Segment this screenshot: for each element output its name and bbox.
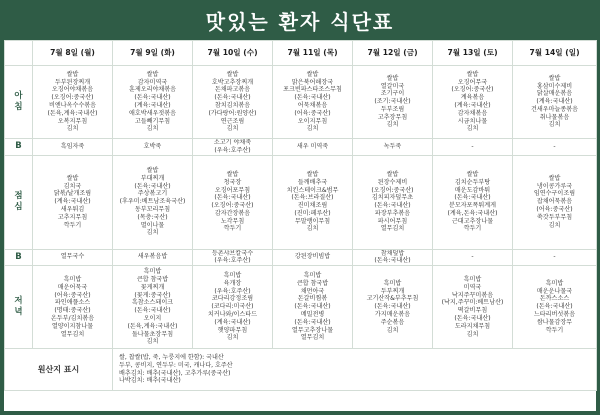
menu-item: 쌀밥 [146,70,159,78]
menu-item: 김치피자덮무초 [371,194,414,202]
menu-item: 냉이콩가루국 [536,182,573,190]
menu-cell [273,249,353,266]
menu-cell [193,139,273,156]
menu-item: 감자미역국 [137,78,168,86]
menu-item: 흑미밥 [63,276,82,283]
meal-label-char: B [15,141,22,152]
menu-cell [33,139,113,156]
menu-item: 치킨스테이크&범무 [286,186,339,194]
menu-item: (어육:중국산) [54,291,91,299]
menu-item: 흑미밥 [223,272,242,280]
menu-item: 쌀밥 [146,167,159,174]
menu-cell [353,155,433,249]
menu-cell [433,66,513,139]
menu-item: 김치 [226,125,239,133]
menu-item: 매운어묵국 [57,283,88,291]
menu-item: 열무고추장나물 [291,326,334,334]
menu-item: 된장수제비 [377,178,408,186]
menu-item: 흑참소스돼이크 [131,299,174,307]
menu-item: 쌀밥 [306,170,319,178]
menu-item: 가지매운볶음 [374,311,411,319]
menu-item: (돈육,계육:국내산) [47,109,98,117]
menu-item: 쌀밥 [548,174,561,182]
menu-item: 김치 [306,225,319,233]
menu-cell [33,266,113,349]
menu-item: 쌀밥 [66,70,79,78]
menu-item: 참치김치볶음 [214,102,251,109]
day-header: 7월 9일 (화) [113,41,193,66]
menu-item: 새우튀김 [60,205,85,213]
menu-sheet [4,40,596,411]
menu-item: 시금치나물 [457,117,488,125]
menu-item: 홍삼미수제비 [536,82,573,90]
menu-item: (우육:호주산) [214,257,251,265]
menu-item: 노각무침 [220,217,245,225]
menu-item: 떡갈비무침 [457,307,488,315]
menu-item: 쌈나물감장무 [536,318,573,326]
menu-item: (돈육:국내산) [134,182,171,190]
origin-row [5,349,597,391]
menu-item: 열무김치 [380,225,405,233]
meal-label-char: 녁 [14,307,23,318]
menu-item: (우육:호주산) [214,287,251,295]
menu-item: (오징어:중국산) [211,202,254,210]
menu-item: (우육:호주산) [214,146,251,154]
menu-item: 두부찌개 [380,287,405,295]
origin-label: 원산지 표시 [5,349,113,391]
meal-label-char: 심 [14,202,23,213]
menu-item: (돈육:국내산) [214,194,251,202]
menu-item: 큰합 참국밥 [136,276,169,283]
menu-item: 오이지무침 [297,117,328,125]
menu-item: 두부조림 [380,105,405,113]
menu-item: 새우 미역죽 [296,142,329,150]
menu-item: (가다랑어:원양산) [208,109,257,117]
menu-item: 육개장 [223,279,242,287]
menu-item: 새우볶음밥 [137,253,168,261]
menu-item: 분모자포폭튀계게 [448,202,497,210]
menu-item: 돈채파고볶음 [214,86,251,94]
menu-item: (돈육:국내산) [454,314,491,322]
menu-cell [433,249,513,266]
menu-item: (돈육:국내산) [134,94,171,102]
menu-cell [513,266,597,349]
menu-item: (돈육:국내산) [536,303,573,311]
menu-item: 건새우마늘종볶음 [530,105,579,113]
menu-item: 흑임자죽 [60,142,85,150]
menu-item: 멸이나물 [140,221,165,229]
menu-item: 김치국 [63,182,82,190]
menu-item: 김치 [548,121,561,129]
menu-item: 파인애플소스 [54,299,91,307]
menu-item: (돈육:국내산) [214,94,251,102]
menu-cell [513,249,597,266]
menu-item: 흑미밥 [383,279,402,287]
menu-item: (계육:국내산) [134,102,171,109]
menu-item: 쌀밥 [226,170,239,178]
menu-item: (돈육:브라질산) [291,194,334,202]
meal-label [5,266,33,349]
menu-item: 쌀밥 [386,170,399,178]
menu-item: 큰합 참국밥 [296,279,329,287]
menu-item: 깍두기 [223,225,242,233]
menu-item: 온두부/김치볶음 [50,314,95,322]
menu-item: 근대고추장나물 [451,217,494,225]
menu-item: 감자채볶음 [457,109,488,117]
menu-item: (돈육:국내산) [134,307,171,315]
menu-item: 연근조림 [220,117,245,125]
day-header-row [5,41,597,66]
day-header: 7월 12일 (금) [353,41,433,66]
menu-cell [353,139,433,156]
menu-item: 녹두죽 [383,142,402,150]
menu-item: 조기구이 [380,90,405,98]
menu-item: 열무국수 [60,253,85,261]
menu-item: 김치 [466,330,479,338]
menu-item: (명태:중국산) [54,307,91,315]
menu-item: 맑은북어해장국 [291,78,334,86]
menu-item: 코다리강정조림 [211,295,254,303]
menu-item: 잡채어묵볶음 [536,198,573,206]
meal-label-char: B [15,251,22,262]
menu-item: 쌀밥 [466,70,479,78]
menu-item: 주상볶고기 [137,190,168,198]
menu-item: (돈육:국내산) [294,303,331,311]
menu-item: (후우미:베트남조육국산) [119,198,186,206]
meal-label [5,139,33,156]
menu-item: 파시어무침 [377,217,408,225]
menu-item: 김치 [146,229,159,237]
menu-item: (돈육:국내산) [374,202,411,210]
menu-item: (돈육:국내산) [454,194,491,202]
menu-item: 비엔나옥수수볶음 [48,102,97,109]
origin-line: 두부, 콩비지, 연두부: 미국, 캐나다, 호주산 [119,361,233,369]
menu-item: 훈제오리야채볶음 [128,86,177,94]
menu-item: (오징어:중국산) [451,86,494,94]
menu-item: 오징어포무침 [214,186,251,194]
menu-item: 임연수구이조림 [533,190,576,198]
menu-item: 열무김치 [60,330,85,338]
menu-item: 메밀전병 [300,311,325,319]
meal-label-char: 저 [14,296,23,307]
menu-item: (목충:국산) [137,213,168,221]
menu-item: 오징어무국 [457,78,488,86]
menu-item: 김치 [66,125,79,133]
menu-item: 쌀밥 [548,74,561,82]
menu-cell [33,155,113,249]
menu-cell [33,66,113,139]
menu-item: 포크빈파스타조스무침 [283,86,342,94]
menu-item: (돈육:국내산) [374,257,411,265]
menu-item: 고들빼기무침 [134,117,171,125]
menu-item: - [553,142,556,150]
menu-item: (돈육:국내산) [294,318,331,326]
menu-item: (계육:국내산) [214,318,251,326]
menu-cell [33,249,113,266]
day-header: 7월 11일 (목) [273,41,353,66]
menu-cell [193,66,273,139]
menu-cell [113,155,193,249]
menu-item: (계육:국내산) [54,198,91,206]
meal-label [5,155,33,249]
menu-cell [433,266,513,349]
menu-item: 오이지 [143,314,162,322]
meal-label-char: 아 [14,91,23,101]
menu-item: 주순볶음 [380,318,405,326]
menu-cell [353,266,433,349]
menu-item: 소고기 야채죽 [213,139,252,146]
menu-item: 매운운나물국 [536,287,573,295]
menu-item: (조기:국내산) [374,98,411,106]
meal-label [5,249,33,266]
menu-item: (낙지,주꾸미:베트남산) [441,299,504,307]
menu-cell [353,249,433,266]
menu-item: 김치 [386,121,399,129]
menu-item: 흑미밥 [545,279,564,287]
meal-label-char: 점 [14,191,23,202]
menu-item: 돈갈비찜볶 [297,295,328,303]
origin-line: 나박김치: 배추(국내산) [119,377,181,385]
menu-item: 돌나물초장무침 [131,330,174,338]
menu-cell [113,266,193,349]
menu-item: 참채덮밥 [380,249,405,257]
menu-item: 흑미밥 [303,272,322,280]
menu-item: (오징어:중국산) [51,94,94,102]
menu-item: (진미:페루산) [294,209,331,217]
menu-item: 치커나와/이스타드 [207,311,258,319]
menu-cell [113,139,193,156]
menu-cell [353,66,433,139]
menu-item: 흑미밥 [143,268,162,276]
menu-item: (돈육,계육:국내산) [127,322,178,330]
menu-item: 쌀밥 [466,170,479,178]
menu-item: (어육:중국산) [294,109,331,117]
menu-item: 파장부추볶음 [374,209,411,217]
meal-row [5,66,597,139]
meal-row [5,155,597,249]
menu-item: 강된장비빔밥 [294,253,331,261]
menu-item: 김치 [146,125,159,133]
meal-row [5,266,597,349]
menu-item: 쑥갓두부무침 [536,213,573,221]
menu-item: 김치 [548,221,561,229]
menu-item: 쌀밥 [386,74,399,82]
menu-item: 돈까스소스 [539,295,570,303]
menu-cell [113,249,193,266]
menu-item: - [471,142,474,150]
menu-cell [273,139,353,156]
menu-item: 김치 [386,326,399,334]
day-header: 7월 10일 (수) [193,41,273,66]
menu-item: 진미채조림 [297,202,328,210]
menu-item: 매운도감바튀 [454,186,491,194]
menu-item: (돈육:국내산) [294,94,331,102]
menu-item: 채먼아국 [300,287,325,295]
menu-item: 깍두기 [545,326,564,334]
menu-item: 감자간장볶음 [214,209,251,217]
menu-item: 청국장 [223,178,242,186]
menu-cell [273,155,353,249]
meal-label [5,66,33,139]
menu-item: 부대찌개 [140,174,165,182]
menu-item: 깍두기 [463,225,482,233]
menu-item: 애호박새우젓볶음 [128,109,177,117]
menu-item: 열양이지참나물 [51,322,94,330]
menu-item: 열갈미국 [380,82,405,90]
menu-item: 김치 [466,125,479,133]
menu-cell [513,139,597,156]
meal-label-char: 침 [14,102,23,112]
menu-cell [433,139,513,156]
day-header: 7월 8일 (월) [33,41,113,66]
menu-item: 깍두기 [63,221,82,229]
menu-item: 햇양파무침 [217,326,248,334]
menu-item: (코다리:미국산) [211,303,254,311]
menu-item: 도라지채무침 [454,322,491,330]
menu-item: 김치 [226,334,239,342]
menu-cell [433,155,513,249]
menu-item: - [553,253,556,261]
origin-text [113,349,597,391]
menu-item: (꽃게:중국산) [134,291,171,299]
menu-cell [193,249,273,266]
menu-item: 닭볶/날개조림 [53,190,92,198]
menu-item: 고추장무침 [377,113,408,121]
menu-item: 오복지무침 [57,117,88,125]
menu-item: 흑미밥 [463,276,482,283]
menu-item: (계육:국내산) [454,102,491,109]
origin-line: 배추김치: 배추(국내산), 고추가루(중국산) [119,369,231,377]
menu-item: (돈육:국내산) [374,303,411,311]
menu-item: (계육,돈육:국내산) [447,209,498,217]
menu-item: 김치 [306,125,319,133]
menu-item: 김치 [146,338,159,346]
menu-item: 미역국 [463,283,482,291]
menu-item: 낙지주꾸미볶음 [451,291,494,299]
menu-item: 무말랭이무침 [294,217,331,225]
menu-cell [113,66,193,139]
menu-cell [513,66,597,139]
menu-item: 고기산작&부추무침 [366,295,419,303]
menu-item: 어묵채볶음 [297,102,328,109]
menu-cell [273,66,353,139]
origin-line: 쌀, 찹쌀(밥, 죽, 누룽지에 한함): 국내산 [119,354,224,362]
meal-row [5,139,597,156]
menu-item: 꽃게찌개 [140,283,165,291]
menu-cell [273,266,353,349]
menu-item: 열무김치 [300,334,325,342]
menu-item: 김치순두부탕 [454,178,491,186]
page-title: 맛있는 환자 식단표 [205,9,395,34]
meal-row [5,249,597,266]
day-header: 7월 14일 (일) [513,41,597,66]
menu-item: 계육볶음 [460,94,485,102]
menu-cell [513,155,597,249]
menu-item: 동부꼬리무침 [134,205,171,213]
menu-item: 쌀밥 [66,174,79,182]
menu-item: 호박고추장찌개 [211,78,254,86]
menu-item: 취나물볶음 [539,113,570,121]
menu-item: 닭살매운볶음 [536,90,573,98]
menu-cell [193,155,273,249]
menu-item: (계육:국내산) [536,98,573,106]
menu-item: 호박죽 [143,142,162,150]
menu-item: - [471,253,474,261]
menu-item: 느타리버섯볶음 [533,311,576,319]
corner-cell [5,41,33,66]
menu-item: 들깨배추국 [297,178,328,186]
day-header: 7월 13일 (토) [433,41,513,66]
menu-item: (오징어:중국산) [371,186,414,194]
menu-item: 오징어야채볶음 [51,86,94,94]
menu-item: 두부된장찌개 [54,78,91,86]
menu-item: 쌀밥 [226,70,239,78]
menu-item: (어육:중국산) [536,205,573,213]
menu-item: 쌀밥 [306,70,319,78]
menu-item: 고추지무침 [57,213,88,221]
menu-cell [193,266,273,349]
menu-item: 등촌샤브칼국수 [211,249,254,257]
menu-table [4,40,597,391]
